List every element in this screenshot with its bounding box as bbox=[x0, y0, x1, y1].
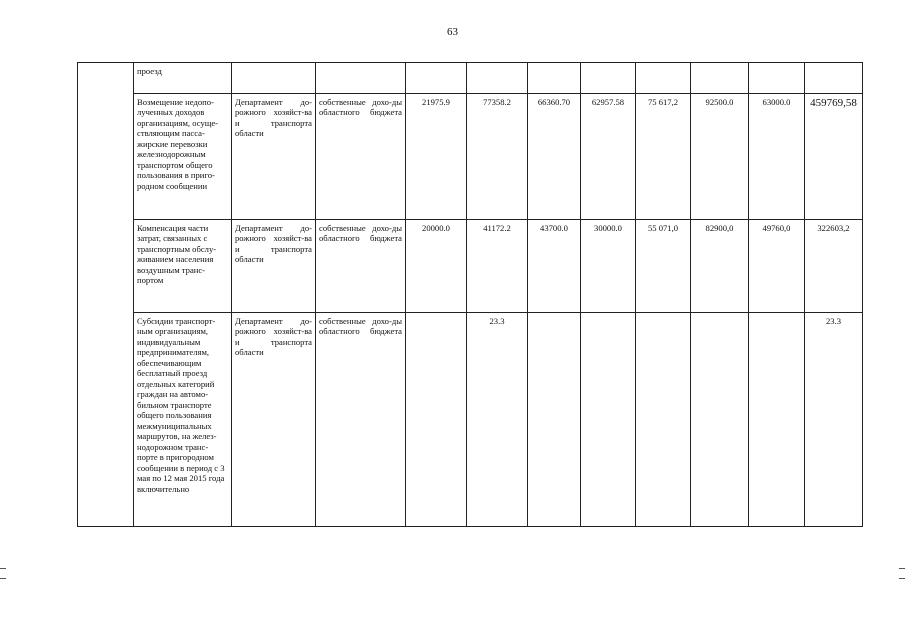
total-cell: 322603,2 bbox=[805, 220, 863, 313]
value-cell: 77358.2 bbox=[467, 94, 528, 220]
value-cell: 41172.2 bbox=[467, 220, 528, 313]
value-cell: 66360.70 bbox=[528, 94, 581, 220]
value-cell: 43700.0 bbox=[528, 220, 581, 313]
scan-edge-mark bbox=[0, 578, 6, 579]
table-row bbox=[78, 220, 863, 313]
value-cell: 20000.0 bbox=[406, 220, 467, 313]
total-cell bbox=[805, 63, 863, 94]
value-cell bbox=[691, 63, 749, 94]
value-cell: 92500.0 bbox=[691, 94, 749, 220]
value-cell: 82900,0 bbox=[691, 220, 749, 313]
value-cell bbox=[406, 313, 467, 527]
page-number: 63 bbox=[447, 26, 458, 38]
value-cell bbox=[528, 63, 581, 94]
value-cell: 23.3 bbox=[467, 313, 528, 527]
total-cell: 459769,58 bbox=[805, 94, 863, 220]
measure-name-cell: проезд bbox=[134, 63, 232, 94]
value-cell bbox=[691, 313, 749, 527]
value-cell bbox=[581, 63, 636, 94]
value-cell bbox=[749, 313, 805, 527]
scan-edge-mark bbox=[899, 578, 905, 579]
scan-edge-mark bbox=[0, 568, 6, 569]
department-cell: Департамент до-рожного хозяйст-ва и транспорта области bbox=[232, 313, 316, 527]
funding-source-cell: собственные дохо-ды областного бюджета bbox=[316, 220, 406, 313]
value-cell: 30000.0 bbox=[581, 220, 636, 313]
department-cell bbox=[232, 63, 316, 94]
table-row bbox=[78, 94, 863, 220]
value-cell: 49760,0 bbox=[749, 220, 805, 313]
budget-table bbox=[77, 62, 863, 527]
value-cell bbox=[636, 63, 691, 94]
value-cell: 55 071,0 bbox=[636, 220, 691, 313]
funding-source-cell bbox=[316, 63, 406, 94]
total-cell: 23.3 bbox=[805, 313, 863, 527]
scan-edge-mark bbox=[899, 568, 905, 569]
table-row bbox=[78, 63, 863, 94]
department-cell: Департамент до-рожного хозяйст-ва и транспорта области bbox=[232, 94, 316, 220]
value-cell: 62957.58 bbox=[581, 94, 636, 220]
value-cell bbox=[749, 63, 805, 94]
measure-name-cell: Субсидии транспорт-ным организациям, индивидуальным предпринимателям, обеспечивающим бесплатный проезд отдельных категорий граждан на автомо-бильном транспорте общего пользования межмуниципальных маршрутов, на желез-нодорожном транс-порте в пригородном сообщении в период с 3 мая по 12 мая 2015 года включительно bbox=[134, 313, 232, 527]
value-cell bbox=[528, 313, 581, 527]
value-cell: 75 617,2 bbox=[636, 94, 691, 220]
funding-source-cell: собственные дохо-ды областного бюджета bbox=[316, 313, 406, 527]
value-cell bbox=[581, 313, 636, 527]
value-cell bbox=[467, 63, 528, 94]
department-cell: Департамент до-рожного хозяйст-ва и транспорта области bbox=[232, 220, 316, 313]
blank-column-cell bbox=[78, 63, 134, 527]
value-cell bbox=[406, 63, 467, 94]
value-cell: 21975.9 bbox=[406, 94, 467, 220]
measure-name-cell: Возмещение недопо-лученных доходов организациям, осуще-ствляющим пасса-жирские перевозки железнодорожным транспортом общего пользования в приго-родном сообщении bbox=[134, 94, 232, 220]
funding-source-cell: собственные дохо-ды областного бюджета bbox=[316, 94, 406, 220]
table-row bbox=[78, 313, 863, 527]
value-cell: 63000.0 bbox=[749, 94, 805, 220]
value-cell bbox=[636, 313, 691, 527]
measure-name-cell: Компенсация части затрат, связанных с транспортным обслу-живанием населения воздушным транс-портом bbox=[134, 220, 232, 313]
